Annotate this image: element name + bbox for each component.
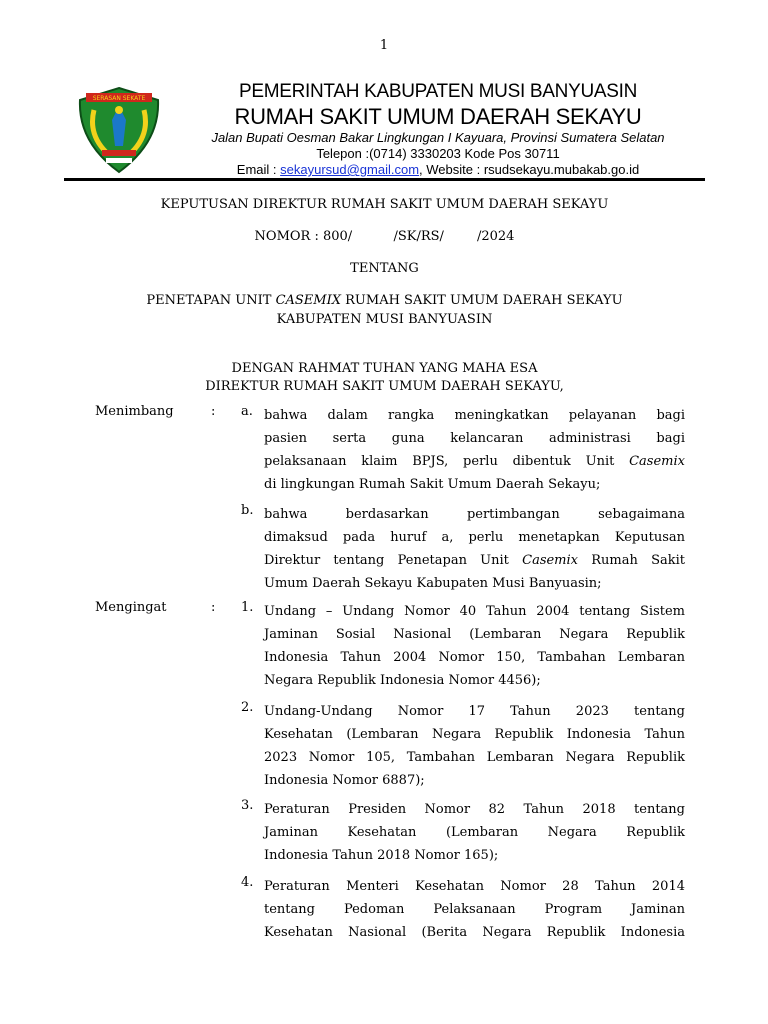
item-b-marker: b.	[241, 503, 254, 518]
item-a-text: bahwa dalam rangka meningkatkan pelayanan bagi pasien serta guna kelancaran administrasi bagi pelaksanaan klaim BPJS, perlu dibentuk Unit Casemix di lingkungan Rumah Sakit Umum Daerah Sekayu;	[264, 408, 685, 492]
item-4-marker: 4.	[241, 875, 254, 890]
letterhead-divider	[64, 178, 705, 181]
item-3-marker: 3.	[241, 798, 254, 813]
letterhead-address: Jalan Bupati Oesman Bakar Lingkungan I Kayuara, Provinsi Sumatera Selatan	[211, 130, 665, 145]
mengingat-colon: :	[211, 600, 216, 615]
page-number: 1	[379, 38, 389, 53]
decree-subject: PENETAPAN UNIT CASEMIX RUMAH SAKIT UMUM DAERAH SEKAYU	[146, 293, 623, 308]
letterhead-government: PEMERINTAH KABUPATEN MUSI BANYUASIN	[238, 81, 638, 102]
item-4-text: Peraturan Menteri Kesehatan Nomor 28 Tahun 2014 tentang Pedoman Pelaksanaan Program Jaminan Kesehatan Nasional (Berita Negara Republik Indonesia	[264, 879, 685, 940]
website-text: , Website : rsudsekayu.mubakab.go.id	[419, 162, 640, 177]
letterhead-phone: Telepon :(0714) 3330203 Kode Pos 30711	[316, 146, 560, 161]
invocation: DENGAN RAHMAT TUHAN YANG MAHA ESA	[231, 361, 538, 376]
letterhead-hospital: RUMAH SAKIT UMUM DAERAH SEKAYU	[234, 104, 642, 129]
item-1-text: Undang – Undang Nomor 40 Tahun 2004 tentang Sistem Jaminan Sosial Nasional (Lembaran Negara Republik Indonesia Tahun 2004 Nomor 150, Tambahan Lembaran Negara Republik Indonesia Nomor 4456);	[264, 604, 685, 688]
menimbang-colon: :	[211, 404, 216, 419]
menimbang-label: Menimbang	[95, 404, 174, 419]
director-line: DIREKTUR RUMAH SAKIT UMUM DAERAH SEKAYU,	[205, 379, 564, 394]
item-b-text: bahwa berdasarkan pertimbangan sebagaimana dimaksud pada huruf a, perlu menetapkan Keputusan Direktur tentang Penetapan Unit Casemix Rumah Sakit Umum Daerah Sekayu Kabupaten Musi Banyuasin;	[264, 507, 686, 591]
letterhead	[168, 80, 708, 178]
item-2-text: Undang-Undang Nomor 17 Tahun 2023 tentang Kesehatan (Lembaran Negara Republik Indonesia Tahun 2023 Nomor 105, Tambahan Lembaran Negara Republik Indonesia Nomor 6887);	[264, 704, 685, 788]
decree-subject-region: KABUPATEN MUSI BANYUASIN	[276, 312, 493, 327]
email-label: Email :	[236, 162, 281, 177]
item-2-marker: 2.	[241, 700, 254, 715]
tentang-heading: TENTANG	[350, 261, 419, 276]
item-a-marker: a.	[241, 404, 253, 419]
item-1-marker: 1.	[241, 600, 254, 615]
mengingat-label: Mengingat	[95, 600, 167, 615]
logo-motto: SERASAN SEKATE	[92, 95, 146, 102]
regency-logo	[76, 86, 162, 174]
item-3-text: Peraturan Presiden Nomor 82 Tahun 2018 tentang Jaminan Kesehatan (Lembaran Negara Republik Indonesia Tahun 2018 Nomor 165);	[264, 802, 685, 863]
letterhead-contact	[168, 162, 708, 178]
email-link[interactable]: sekayursud@gmail.com	[280, 162, 420, 177]
decree-title: KEPUTUSAN DIREKTUR RUMAH SAKIT UMUM DAERAH SEKAYU	[160, 197, 609, 212]
decree-number: NOMOR : 800/ /SK/RS/ /2024	[254, 229, 515, 244]
